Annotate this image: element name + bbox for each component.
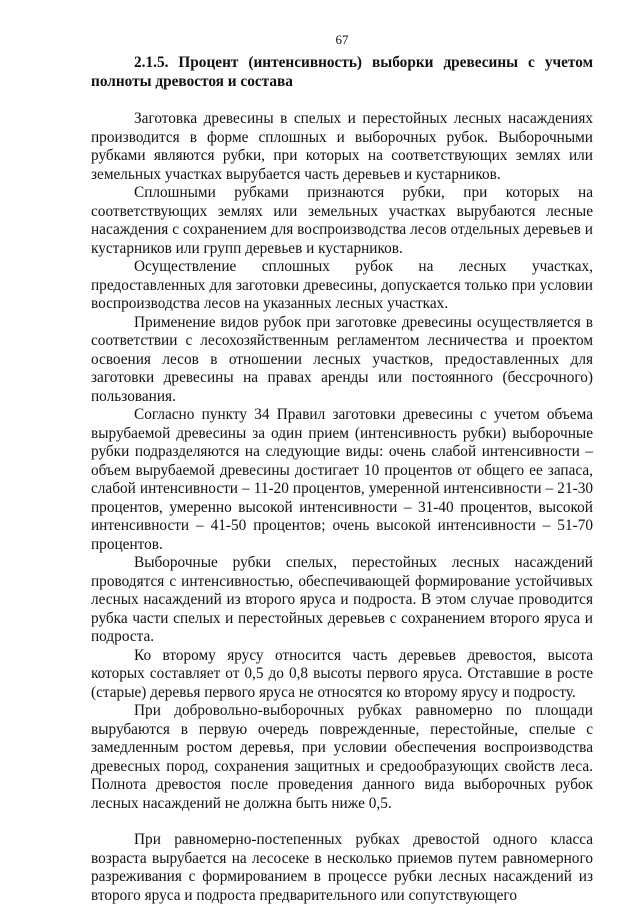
- section-heading: 2.1.5. Процент (интенсивность) выборки древесины с учетом полноты древостоя и состава: [91, 54, 593, 90]
- paragraph-1: Заготовка древесины в спелых и перестойных лесных насаждениях производится в форме сплошных и выборочных рубок. Выборочными рубками являются рубки, при которых на соответствующих землях или земельных участках вырубается часть деревьев и кустарников.: [91, 110, 593, 183]
- page-number: 67: [335, 32, 349, 47]
- paragraph-7: Ко второму ярусу относится часть деревьев древостоя, высота которых составляет от 0,5 до 0,8 высоты первого яруса. Отставшие в росте (старые) деревья первого яруса не относятся ко второму ярусу и подросту.: [91, 646, 593, 701]
- paragraph-9: При равномерно-постепенных рубках древостой одного класса возраста вырубается на лесосеке в несколько приемов путем равномерного разреживания с формированием в процессе рубки лесных насаждений из второго яруса и подроста предварительного или сопутствующего: [91, 831, 593, 904]
- paragraph-6: Выборочные рубки спелых, перестойных лесных насаждений проводятся с интенсивностью, обеспечивающей формирование устойчивых лесных насаждений из второго яруса и подроста. В этом случае проводится рубка части спелых и перестойных деревьев с сохранением второго яруса и подроста.: [91, 554, 593, 645]
- paragraph-4: Применение видов рубок при заготовке древесины осуществляется в соответствии с лесохозяйственным регламентом лесничества и проектом освоения лесов в отношении лесных участков, предоставленных для заготовки древесины на правах аренды или постоянного (бессрочного) пользования.: [91, 313, 593, 405]
- paragraph-8: При добровольно-выборочных рубках равномерно по площади вырубаются в первую очередь поврежденные, перестойные, спелые с замедленным ростом деревья, при условии обеспечения воспроизводства древесных пород, сохранения защитных и средообразующих свойств леса. Полнота древостоя после проведения данного вида выборочных рубок лесных насаждений не должна быть ниже 0,5.: [91, 702, 593, 812]
- paragraph-3: Осуществление сплошных рубок на лесных участках, предоставленных для заготовки древесины, допускается только при условии воспроизводства лесов на указанных лесных участках.: [91, 258, 593, 312]
- document-page: [91, 32, 593, 905]
- paragraph-2: Сплошными рубками признаются рубки, при которых на соответствующих землях или земельных участках вырубаются лесные насаждения с сохранением для воспроизводства лесов отдельных деревьев и кустарников или групп деревьев и кустарников.: [91, 184, 593, 257]
- paragraph-5: Согласно пункту 34 Правил заготовки древесины с учетом объема вырубаемой древесины за один прием (интенсивность рубки) выборочные рубки подразделяются на следующие виды: очень слабой интенсивности – объем вырубаемой древесины достигает 10 процентов от общего ее запаса, слабой интенсивности – 11-20 процентов, умеренной интенсивности – 21-30 процентов, умеренно высокой интенсивности – 31-40 процентов, высокой интенсивности – 41-50 процентов; очень высокой интенсивности – 51-70 процентов.: [91, 406, 593, 553]
